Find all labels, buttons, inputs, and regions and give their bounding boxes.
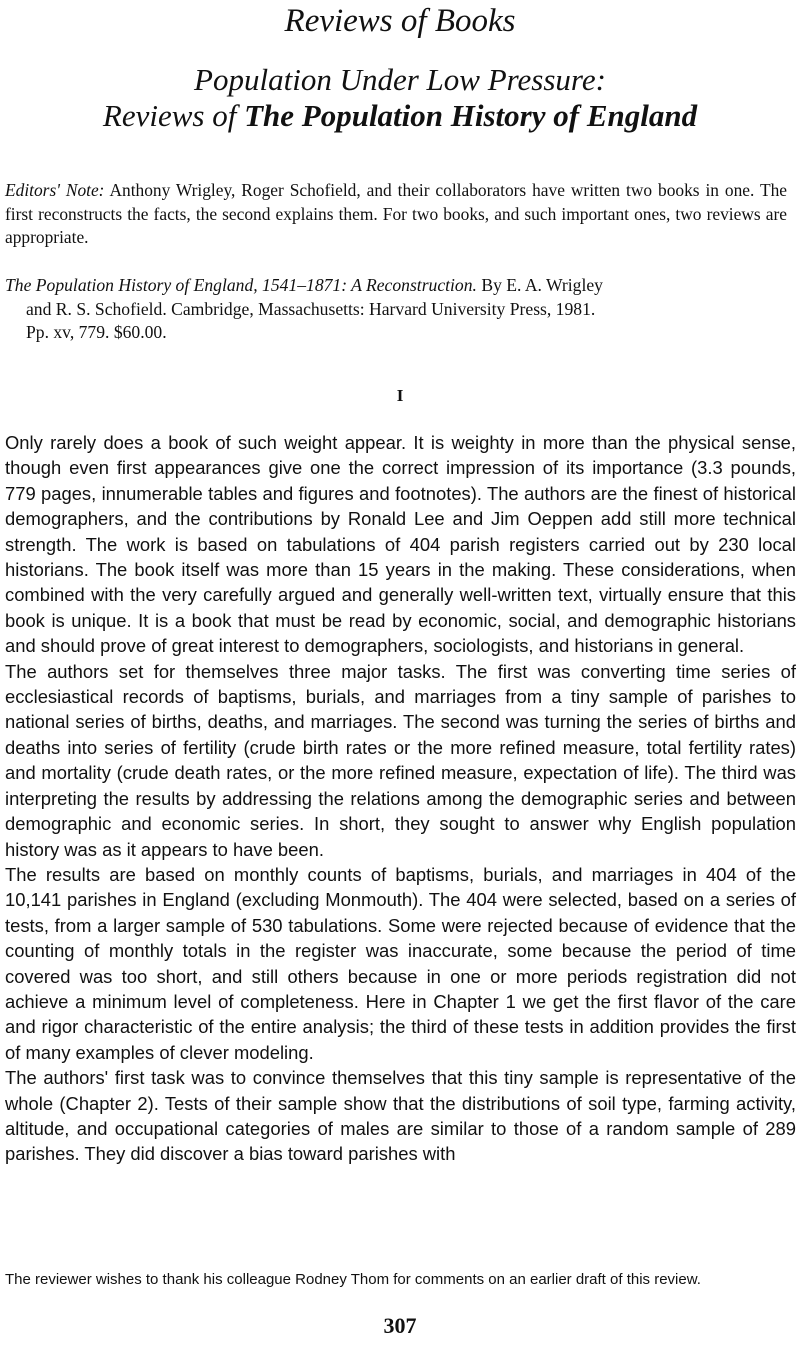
citation-publisher: and R. S. Schofield. Cambridge, Massachusetts: Harvard University Press, 1981. [26, 298, 596, 319]
citation-authors: By E. A. Wrigley [481, 275, 603, 295]
article-title-line2-italic: Reviews of [102, 98, 237, 133]
page-number: 307 [383, 1313, 417, 1338]
paragraph: The authors' first task was to convince themselves that this tiny sample is representative of the whole (Chapter 2). Tests of their sample show that the distributions of soil type, farming activity, altitude, and occupational categories of males are similar to those of a random sample of 289 parishes. They did discover a bias toward parishes with [5, 1067, 796, 1165]
article-title [0, 62, 800, 134]
paragraph: Only rarely does a book of such weight appear. It is weighty in more than the physical sense, though even first appearances give one the correct impression of its importance (3.3 pounds, 779 pages, innumerable tables and figures and footnotes). The authors are the finest of historical demographers, and the contributions by Ronald Lee and Jim Oeppen add still more technical strength. The work is based on tabulations of 404 parish registers carried out by 230 local historians. The book itself was more than 15 years in the making. These considerations, when combined with the very carefully argued and generally well-written text, virtually ensure that this book is unique. It is a book that must be read by economic, social, and demographic historians and should prove of great interest to demographers, sociologists, and historians in general. [5, 432, 796, 657]
paragraph: The authors set for themselves three major tasks. The first was converting time series of ecclesiastical records of baptisms, burials, and marriages from a tiny sample of parishes to national series of births, deaths, and marriages. The second was turning the series of births and deaths into series of fertility (crude birth rates or the more refined measure, total fertility rates) and mortality (crude death rates, or the more refined measure, expectation of life). The third was interpreting the results by addressing the relations among the demographic series and between demographic and economic series. In short, they sought to answer why English population history was as it appears to have been. [5, 660, 796, 860]
citation-pages-price: Pp. xv, 779. $60.00. [26, 322, 167, 342]
editors-note-label: Editors' Note: [5, 180, 105, 200]
section-marker: I [396, 386, 404, 405]
article-title-line2-bold: The Population History of England [244, 98, 698, 133]
paragraph: The results are based on monthly counts of baptisms, burials, and marriages in 404 of the 10,141 parishes in England (excluding Monmouth). The 404 were selected, based on a series of tests, from a larger sample of 530 tabulations. Some were rejected because of evidence that the counting of monthly totals in the register was inaccurate, some because the period of time covered was too short, and still others because in one or more periods registration did not achieve a minimum level of completeness. Here in Chapter 1 we get the first flavor of the care and rigor characteristic of the entire analysis; the third of these tests in addition provides the first of many examples of clever modeling. [5, 863, 796, 1063]
citation-book-title: The Population History of England, 1541–1871: A Reconstruction. [5, 275, 477, 295]
section-title: Reviews of Books [284, 3, 516, 39]
review-body [5, 430, 796, 1167]
editors-note [5, 179, 787, 250]
article-title-line1: Population Under Low Pressure: [194, 62, 606, 97]
editors-note-text: Anthony Wrigley, Roger Schofield, and their collaborators have written two books in one. The first reconstructs the facts, the second explains them. For two books, and such important ones, two reviews are appropriate. [5, 180, 787, 247]
book-citation [5, 274, 785, 345]
footnote: The reviewer wishes to thank his colleague Rodney Thom for comments on an earlier draft of this review. [5, 1271, 701, 1288]
